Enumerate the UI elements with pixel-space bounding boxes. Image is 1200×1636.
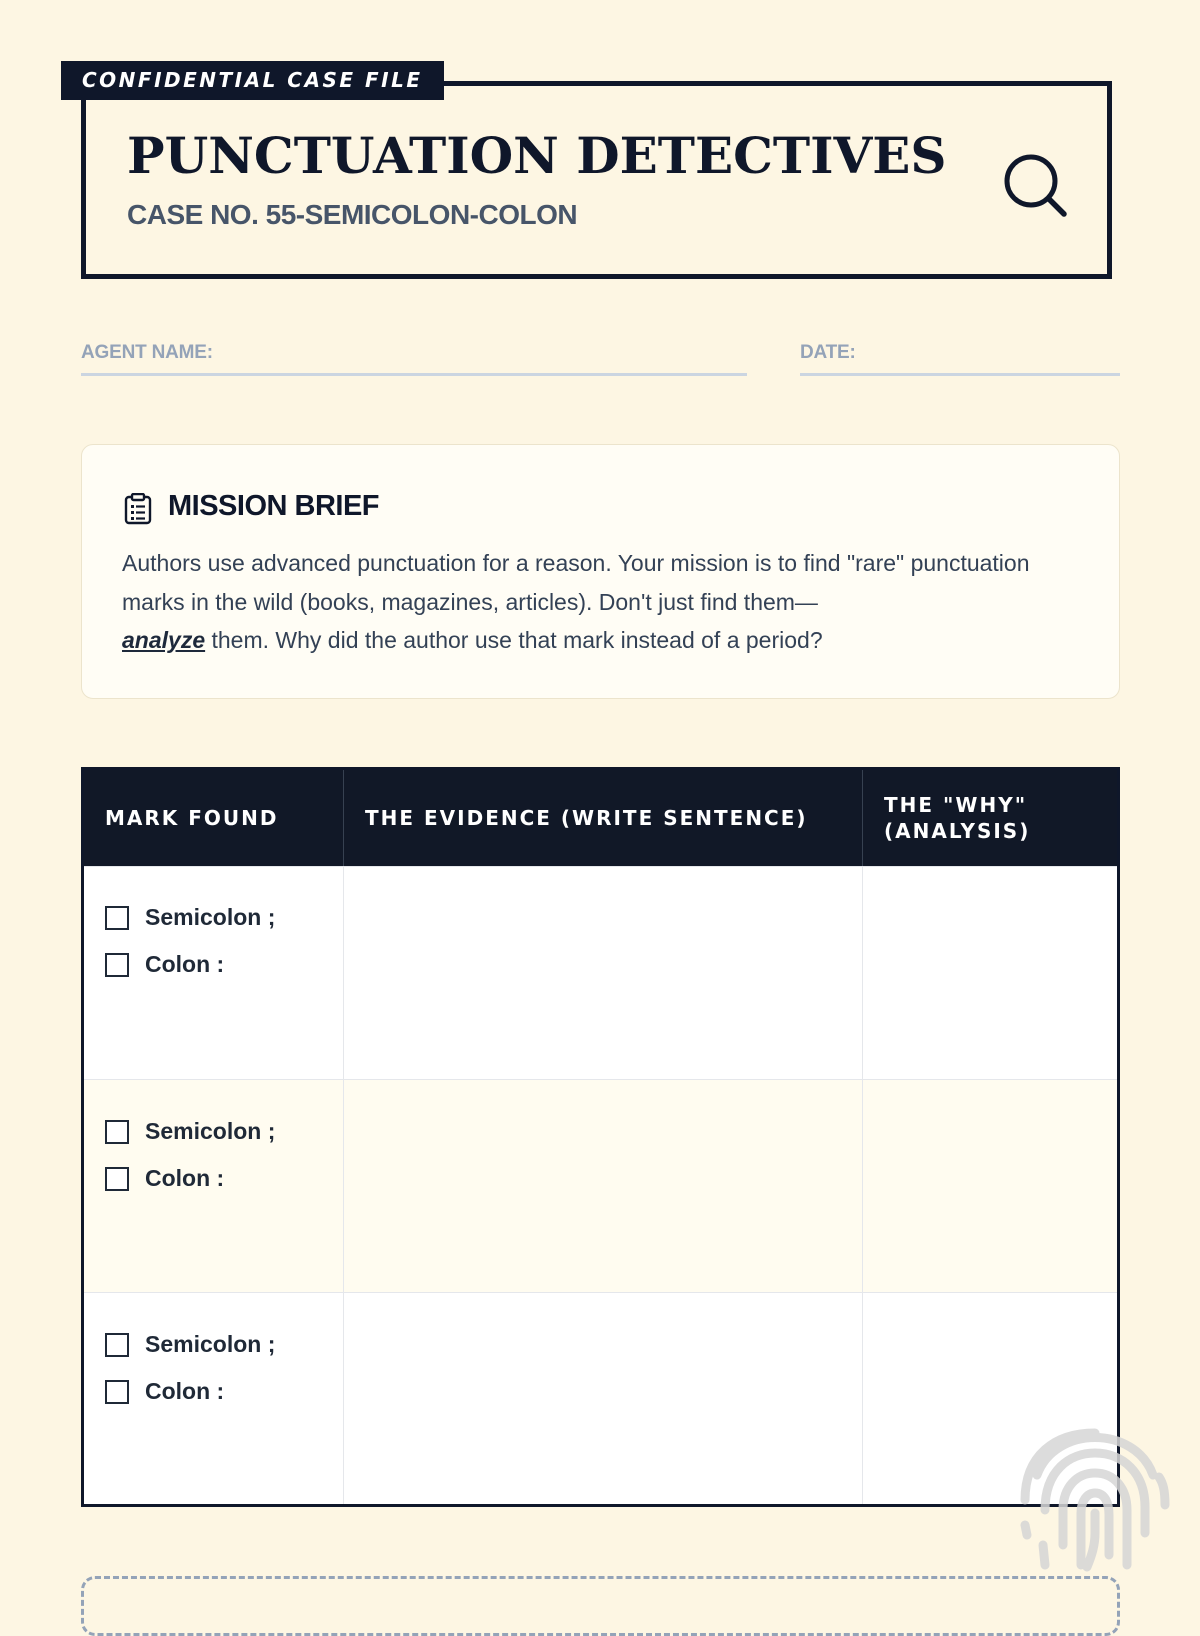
agent-name-label: AGENT NAME: [81,342,213,363]
checkbox[interactable] [105,1167,129,1191]
option-label: Semicolon ; [145,904,276,930]
checkbox-option[interactable] [105,904,275,931]
brief-text-before: Authors use advanced punctuation for a reason. Your mission is to find "rare" punctuation marks in the wild (books, magazines, articles). Don't just find them— [122,550,1030,615]
checkbox[interactable] [105,953,129,977]
case-number: CASE NO. 55-SEMICOLON-COLON [127,199,578,230]
mission-brief-title: MISSION BRIEF [168,490,380,522]
clipboard-icon [123,493,153,525]
brief-emphasis: analyze [122,627,206,653]
confidential-tag: CONFIDENTIAL CASE FILE [61,61,444,100]
page-title: PUNCTUATION DETECTIVES [127,126,947,185]
checkbox-option[interactable] [105,1331,275,1358]
notes-box [81,1576,1120,1636]
checkbox-option[interactable] [105,1378,224,1405]
date-label: DATE: [800,342,856,363]
checkbox[interactable] [105,1333,129,1357]
option-label: Colon : [145,1378,225,1404]
table-row [84,866,1117,1079]
option-label: Colon : [145,951,225,977]
header-evidence: THE EVIDENCE (WRITE SENTENCE) [365,806,808,830]
evidence-table [81,767,1120,1507]
option-label: Semicolon ; [145,1118,276,1144]
brief-text-after: them. Why did the author use that mark instead of a period? [205,627,823,653]
checkbox-option[interactable] [105,1118,275,1145]
checkbox[interactable] [105,1380,129,1404]
checkbox[interactable] [105,1120,129,1144]
agent-name-line[interactable] [81,373,747,376]
checkbox-option[interactable] [105,1165,224,1192]
checkbox-option[interactable] [105,951,224,978]
option-label: Colon : [145,1165,225,1191]
fingerprint-icon [1015,1415,1175,1575]
checkbox[interactable] [105,906,129,930]
table-row [84,1079,1117,1292]
table-header [84,770,1117,866]
header-mark-found: MARK FOUND [105,806,279,830]
mission-brief-text [122,544,1082,660]
option-label: Semicolon ; [145,1331,276,1357]
date-line[interactable] [800,373,1120,376]
table-row [84,1292,1117,1505]
search-icon [997,148,1071,222]
header-why: THE "WHY" (ANALYSIS) [884,793,1031,843]
